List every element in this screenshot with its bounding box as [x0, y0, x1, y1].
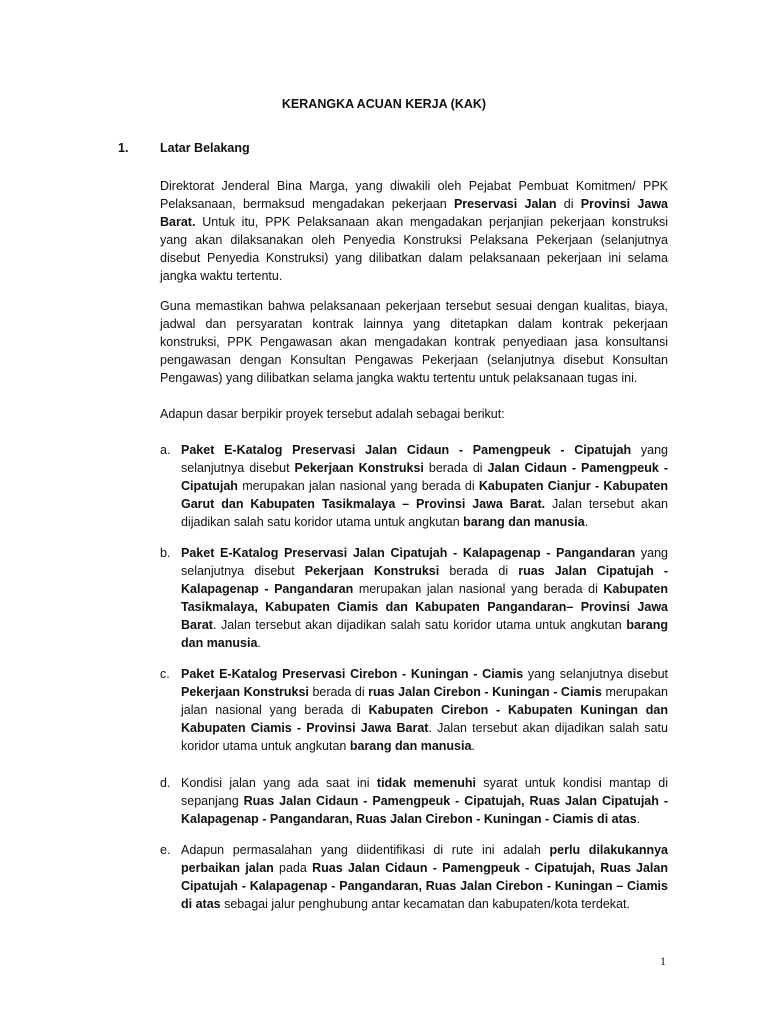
list-item-emphasis: Kabupaten Cianjur - Kabupaten Garut dan Kabupaten Tasikmalaya – Provinsi Jawa Barat.	[181, 479, 668, 511]
paragraph-basis-intro: Adapun dasar berpikir proyek tersebut adalah sebagai berikut:	[160, 407, 505, 421]
basis-list	[160, 441, 668, 913]
list-item-emphasis: Pekerjaan Konstruksi	[181, 685, 309, 699]
section-title: Latar Belakang	[160, 141, 250, 155]
paragraph-background-intro	[160, 177, 668, 285]
list-item-emphasis: Ruas Jalan Cidaun - Pamengpeuk - Cipatujah, Ruas Jalan Cipatujah - Kalapagenap - Pangandaran, Ruas Jalan Cirebon - Kuningan - Ciamis di atas	[181, 794, 668, 826]
list-item-letter: e.	[160, 843, 171, 857]
list-item-text-run: syarat untuk kondisi mantap di sepanjang	[181, 776, 668, 808]
paragraph-text: Direktorat Jenderal Bina Marga, yang diwakili oleh Pejabat Pembuat Komitmen/ PPK Pelaksanaan, bermaksud mengadakan pekerjaan	[160, 179, 668, 211]
list-item-emphasis: barang dan manusia	[463, 515, 585, 529]
page-number: 1	[660, 954, 666, 968]
list-item-text-run: Kondisi jalan yang ada saat ini	[181, 776, 377, 790]
list-item-emphasis: Paket E-Katalog Preservasi Jalan Cipatujah - Kalapagenap - Pangandaran	[181, 546, 636, 560]
list-item	[160, 665, 668, 755]
list-item-letter: d.	[160, 776, 171, 790]
list-item-emphasis: barang dan manusia	[181, 618, 668, 650]
document-title: KERANGKA ACUAN KERJA (KAK)	[281, 97, 487, 111]
paragraph-supervision: Guna memastikan bahwa pelaksanaan pekerjaan tersebut sesuai dengan kualitas, biaya, jadwal dan persyaratan kontrak lainnya yang ditetapkan dalam kontrak pekerjaan konstruksi, PPK Pengawasan akan mengadakan kontrak penyediaan jasa konsultansi pengawasan dengan Konsultan Pengawas Pekerjaan (selanjutnya disebut Konsultan Pengawas) yang dilibatkan selama jangka waktu tertentu untuk pelaksanaan tugas ini.	[160, 299, 668, 385]
list-item-text-run: berada di	[439, 564, 519, 578]
list-item-emphasis: tidak memenuhi	[376, 776, 477, 790]
list-item-emphasis: Kabupaten Cirebon - Kabupaten Kuningan dan Kabupaten Ciamis - Provinsi Jawa Barat	[181, 703, 668, 735]
list-item-text-run: merupakan jalan nasional yang berada di	[181, 685, 668, 717]
list-item-text	[181, 774, 668, 828]
list-item-text-run: Adapun permasalahan yang diidentifikasi di rute ini adalah	[181, 843, 550, 857]
list-item-letter: b.	[160, 546, 171, 560]
list-item-emphasis: Paket E-Katalog Preservasi Cirebon - Kuningan - Ciamis	[181, 667, 524, 681]
list-item-emphasis: Pekerjaan Konstruksi	[294, 461, 424, 475]
list-item-text-run: berada di	[308, 685, 369, 699]
list-item-text-run: berada di	[423, 461, 488, 475]
list-item-text-run: yang selanjutnya disebut	[523, 667, 668, 681]
paragraph-text: Untuk itu, PPK Pelaksanaan akan mengadakan perjanjian pekerjaan konstruksi yang akan dilaksanakan oleh Penyedia Konstruksi Pelaksana Pekerjaan (selanjutnya disebut Penyedia Konstruksi) yang dilibatkan dalam pelaksanaan pekerjaan ini selama jangka waktu tertentu.	[160, 215, 668, 283]
list-item-emphasis: Pekerjaan Konstruksi	[304, 564, 440, 578]
section-number: 1.	[118, 141, 129, 155]
list-item-text-run: . Jalan tersebut akan dijadikan salah satu koridor utama untuk angkutan	[212, 618, 627, 632]
paragraph-emphasis: Provinsi Jawa Barat.	[160, 197, 668, 229]
list-item-text-run: .	[471, 739, 475, 753]
list-item	[160, 774, 668, 828]
list-item-text	[181, 841, 668, 913]
list-item-text-run: merupakan jalan nasional yang berada di	[237, 479, 479, 493]
list-item-emphasis: ruas Jalan Cipatujah - Kalapagenap - Pangandaran	[181, 564, 668, 596]
list-item-text-run: . Jalan tersebut akan dijadikan salah satu koridor utama untuk angkutan	[181, 721, 668, 753]
list-item-text-run: .	[584, 515, 589, 529]
list-item-text	[181, 544, 668, 652]
list-item-emphasis: Paket E-Katalog Preservasi Jalan Cidaun - Pamengpeuk - Cipatujah	[181, 443, 632, 457]
list-item-text-run: .	[636, 812, 641, 826]
list-item-text	[181, 441, 668, 531]
list-item-emphasis: Jalan Cidaun - Pamengpeuk - Cipatujah	[181, 461, 668, 493]
list-item-text	[181, 665, 668, 755]
list-item-emphasis: Ruas Jalan Cidaun - Pamengpeuk - Cipatujah, Ruas Jalan Cipatujah - Kalapagenap - Pangandaran, Ruas Jalan Cirebon - Kuningan – Ciamis di atas	[181, 861, 668, 911]
list-item-emphasis: Kabupaten Tasikmalaya, Kabupaten Ciamis dan Kabupaten Pangandaran– Provinsi Jawa Barat	[181, 582, 668, 632]
list-item-emphasis: ruas Jalan Cirebon - Kuningan - Ciamis	[368, 685, 602, 699]
list-item	[160, 841, 668, 913]
list-item-text-run: Jalan tersebut akan dijadikan salah satu koridor utama untuk angkutan	[181, 497, 668, 529]
list-item-text-run: pada	[273, 861, 313, 875]
list-item-letter: a.	[160, 443, 171, 457]
list-item-letter: c.	[160, 667, 170, 681]
list-item-text-run: yang selanjutnya disebut	[181, 546, 668, 578]
list-item-emphasis: barang dan manusia	[349, 739, 472, 753]
list-item	[160, 544, 668, 652]
paragraph-emphasis: Preservasi Jalan	[453, 197, 557, 211]
paragraph-text: di	[556, 197, 581, 211]
list-item	[160, 441, 668, 531]
list-item-text-run: sebagai jalur penghubung antar kecamatan dan kabupaten/kota terdekat.	[220, 897, 630, 911]
list-item-emphasis: perlu dilakukannya perbaikan jalan	[181, 843, 669, 875]
list-item-text-run: .	[257, 636, 261, 650]
list-item-text-run: merupakan jalan nasional yang berada di	[353, 582, 604, 596]
list-item-text-run: yang selanjutnya disebut	[181, 443, 668, 475]
